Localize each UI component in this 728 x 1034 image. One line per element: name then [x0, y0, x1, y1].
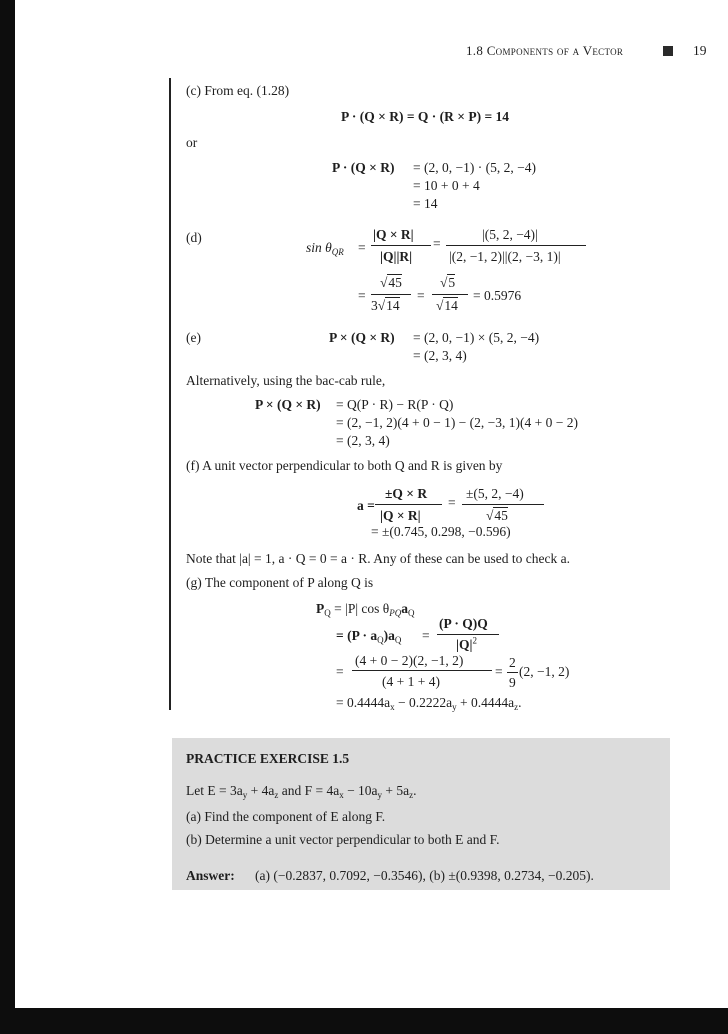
part-d-f3-num: √45 — [380, 275, 402, 290]
part-g-l3-bar — [352, 670, 492, 671]
part-g-label: (g) The component of P along Q is — [186, 575, 374, 590]
part-c-label: (c) From eq. (1.28) — [186, 83, 290, 98]
part-f-f1-num: ±Q × R — [385, 486, 428, 501]
part-e-bac-rhs: = Q(P · R) − R(P · Q) — [336, 397, 454, 412]
header-square-icon — [663, 46, 673, 56]
part-g-l4: = $0.4444a_x - 0.2222a_y + 0.4444a_z$. — [336, 695, 522, 712]
practice-title: PRACTICE EXERCISE 1.5 — [186, 751, 350, 766]
part-f-line2: = ±(0.745, 0.298, −0.596) — [371, 524, 511, 539]
running-header: 1.8 Components of a Vector — [466, 43, 624, 58]
note-text: Note that |a| = 1, a · Q = 0 = a · R. Any of these can be used to check a. — [186, 551, 571, 566]
part-c-eq2-rhs: = (2, 0, −1) · (5, 2, −4) — [413, 160, 536, 175]
practice-question-a: (a) Find the component of E along F. — [186, 809, 386, 824]
part-c-eq2-lhs: P · (Q × R) — [332, 160, 395, 175]
practice-exercise-box — [172, 738, 670, 890]
part-f-lhs: a = — [357, 498, 375, 513]
part-g-l1: $P_Q = |P|$ $\cos \theta_{PQ}a_Q$ — [316, 601, 415, 618]
part-c-or: or — [186, 135, 198, 150]
part-d-eq: = — [358, 240, 366, 255]
page-number: 19 — [693, 43, 707, 58]
part-f-f1-den: |Q × R| — [380, 508, 421, 523]
part-g-l2-lhs: = $(P \cdot a_Q)a_Q$ — [336, 628, 402, 645]
practice-answer-text: (a) (−0.2837, 0.7092, −0.3546), (b) ±(0.9398, 0.2734, −0.205). — [255, 868, 594, 883]
part-g-l3-f-den: 9 — [509, 675, 516, 690]
part-f-f2-bar — [462, 504, 544, 505]
part-c-eq1: P · (Q × R) = Q · (R × P) = 14 — [341, 109, 510, 124]
practice-question-b: (b) Determine a unit vector perpendicular to both E and F. — [186, 832, 500, 847]
part-f-f2-num: ±(5, 2, −4) — [466, 486, 524, 501]
part-g-l3-f-num: 2 — [509, 655, 516, 670]
scan-border-left — [0, 0, 15, 1034]
practice-answer-label: Answer: — [186, 868, 235, 883]
part-g-l3-f-bar — [507, 672, 518, 673]
part-c-eq2-line3: = 14 — [413, 196, 438, 211]
part-g-l2-num: (P · Q)Q — [439, 616, 488, 631]
part-g-l2-bar — [437, 634, 499, 635]
part-g-l2-den: $|Q|^2$ — [456, 635, 477, 652]
part-f-f1-bar — [375, 504, 442, 505]
part-d-f1-num: |Q × R| — [373, 227, 414, 242]
part-e-bac-lhs: P × (Q × R) — [255, 397, 321, 412]
scan-border-bottom — [0, 1008, 728, 1034]
part-d-f4-num: √5 — [440, 275, 456, 290]
part-d-label: (d) — [186, 230, 202, 245]
part-g-l3-tail: (2, −1, 2) — [519, 664, 570, 679]
part-d-eq2: = — [358, 288, 366, 303]
part-e-rhs: = (2, 0, −1) × (5, 2, −4) — [413, 330, 540, 345]
part-d-f3-den: 3√14 — [371, 298, 400, 313]
part-d-result: = 0.5976 — [473, 288, 522, 303]
part-d-f1-bar — [371, 245, 431, 246]
part-e-lhs: P × (Q × R) — [329, 330, 395, 345]
part-e-label: (e) — [186, 330, 201, 345]
part-d-f4-den: √14 — [436, 298, 458, 313]
part-g-l3-eq: = — [336, 664, 344, 679]
part-g-l3-eq2: = — [495, 664, 503, 679]
part-d-f1-den: |Q||R| — [380, 249, 413, 264]
part-f-label: (f) A unit vector perpendicular to both Q and R is given by — [186, 458, 503, 473]
part-e-bac-line2: = (2, −1, 2)(4 + 0 − 1) − (2, −3, 1)(4 + 0 − 2) — [336, 415, 578, 430]
part-d-f4-bar — [432, 294, 468, 295]
part-e-line2: = (2, 3, 4) — [413, 348, 467, 363]
part-d-f3-bar — [371, 294, 411, 295]
part-g-l2-eq: = — [422, 628, 430, 643]
part-f-eq: = — [448, 495, 456, 510]
part-g-l3-den: (4 + 1 + 4) — [382, 674, 440, 689]
part-d-f2-bar — [446, 245, 586, 246]
part-e-alt-text: Alternatively, using the bac-cab rule, — [186, 373, 386, 388]
part-f-f2-den: √45 — [486, 508, 508, 523]
part-d-eq-mid: = — [433, 236, 441, 251]
part-e-bac-line3: = (2, 3, 4) — [336, 433, 390, 448]
part-g-l3-num: (4 + 0 − 2)(2, −1, 2) — [355, 653, 464, 668]
practice-given: Let $E = 3a_y + 4a_z$ and $F = 4a_x - 10a_y + 5a_z$. — [186, 783, 417, 800]
part-d-lhs: $\sin \theta_{QR}$ — [306, 240, 344, 257]
part-c-eq2-line2: = 10 + 0 + 4 — [413, 178, 480, 193]
part-d-f2-num: |(5, 2, −4)| — [482, 227, 538, 242]
part-d-eq3: = — [417, 288, 425, 303]
margin-rule — [169, 78, 171, 710]
part-d-f2-den: |(2, −1, 2)||(2, −3, 1)| — [449, 249, 561, 264]
